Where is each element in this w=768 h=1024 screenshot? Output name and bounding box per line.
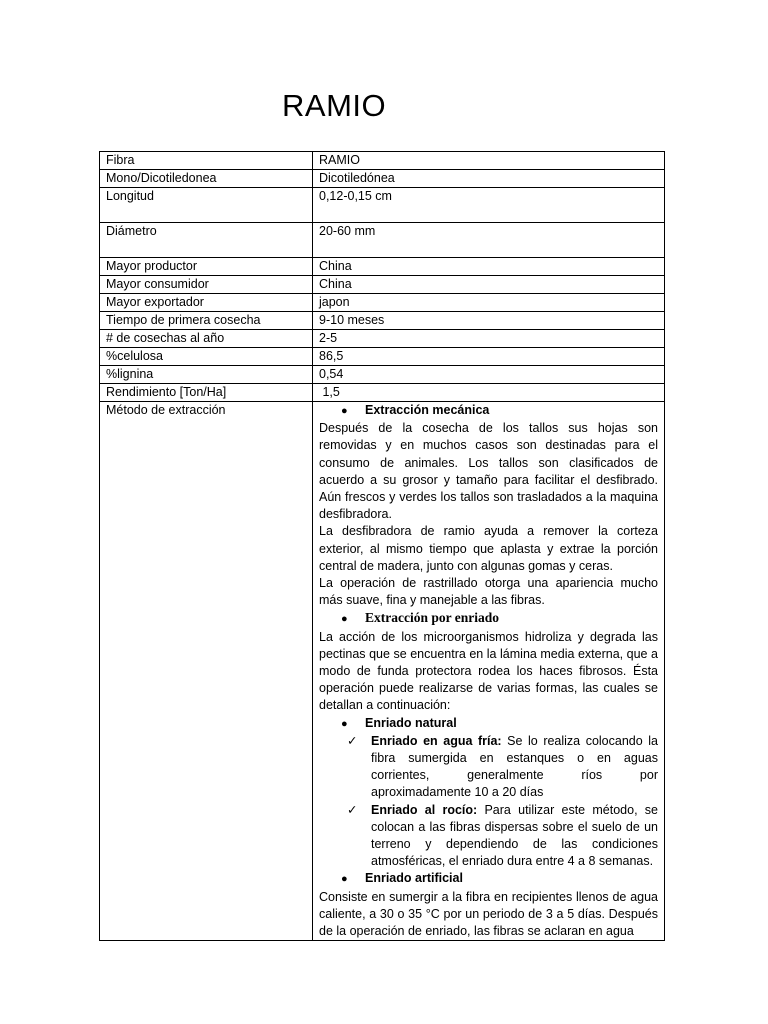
row-label: Fibra (100, 152, 313, 170)
table-row (100, 152, 665, 170)
row-value: 0,12-0,15 cm (313, 188, 665, 223)
row-label: # de cosechas al año (100, 330, 313, 348)
table-row (100, 170, 665, 188)
extraction-method-cell (313, 402, 665, 941)
check-list-item (319, 802, 658, 871)
paragraph: Después de la cosecha de los tallos sus hojas son removidas y en muchos casos son destinadas para el consumo de animales. Los tallos son clasificados de acuerdo a su grosor y tamaño para facilitar el desfibrado. Aún frescos y verdes los tallos son trasladados a la maquina desfibradora. (319, 421, 658, 522)
row-value: 0,54 (313, 366, 665, 384)
bullet-icon: ● (341, 717, 348, 730)
mechanical-heading: Extracción mecánica (365, 403, 490, 417)
table-row (100, 366, 665, 384)
item-label: Enriado al rocío: (371, 802, 478, 817)
table-row (100, 223, 665, 258)
bullet-icon: ● (341, 873, 348, 886)
table-row (100, 384, 665, 402)
bullet-item (319, 609, 658, 628)
bullet-item (319, 402, 658, 420)
row-value: 20-60 mm (313, 223, 665, 258)
paragraph: Consiste en sumergir a la fibra en recipientes llenos de agua caliente, a 30 o 35 °C por un periodo de 3 a 5 días. Después de la operación de enriado, las fibras se aclaran en agua (319, 889, 658, 939)
item-text: Se lo realiza colocando la fibra sumergida en estanques o en aguas corrientes, generalmente ríos por aproximadamente 10 a 20 días (371, 733, 658, 800)
table-row (100, 330, 665, 348)
row-value: Dicotiledónea (313, 170, 665, 188)
row-value: 2-5 (313, 330, 665, 348)
bullet-item (319, 870, 658, 888)
paragraph: La acción de los microorganismos hidroliza y degrada las pectinas que se encuentra en la lámina media externa, que a modo de funda protectora rodea los haces fibrosos. Ésta operación puede realizarse de varias formas, las cuales se detallan a continuación: (319, 629, 658, 713)
retting-heading: Extracción por enriado (365, 610, 499, 626)
table-row (100, 348, 665, 366)
row-value: China (313, 276, 665, 294)
row-label: Método de extracción (100, 402, 313, 941)
table-row (100, 276, 665, 294)
table-row (100, 188, 665, 223)
bullet-icon: ● (341, 405, 348, 417)
natural-heading: Enriado natural (365, 715, 457, 730)
item-label: Enriado en agua fría: (371, 733, 502, 748)
bullet-item (319, 715, 658, 733)
row-label: Longitud (100, 188, 313, 223)
row-value: 86,5 (313, 348, 665, 366)
row-label: Rendimiento [Ton/Ha] (100, 384, 313, 402)
row-value: RAMIO (313, 152, 665, 170)
artificial-heading: Enriado artificial (365, 871, 463, 886)
document-title: RAMIO (282, 88, 387, 123)
table-row (100, 294, 665, 312)
row-value: 9-10 meses (313, 312, 665, 330)
bullet-icon: ● (341, 613, 348, 626)
row-label: Tiempo de primera cosecha (100, 312, 313, 330)
row-label: %celulosa (100, 348, 313, 366)
table-row (100, 258, 665, 276)
table-row (100, 312, 665, 330)
row-value: China (313, 258, 665, 276)
row-label: Mayor exportador (100, 294, 313, 312)
check-list-item (319, 733, 658, 802)
table-row (100, 402, 665, 941)
row-label: Mayor productor (100, 258, 313, 276)
row-value: 1,5 (313, 384, 665, 402)
properties-table (99, 151, 665, 941)
item-text: Para utilizar este método, se colocan a las fibras dispersas sobre el suelo de un terreno y dependiendo de las condiciones atmosféricas, el enriado dura entre 4 a 8 semanas. (371, 802, 658, 869)
row-label: Mono/Dicotiledonea (100, 170, 313, 188)
row-label: Diámetro (100, 223, 313, 258)
paragraph: La desfibradora de ramio ayuda a remover la corteza exterior, al mismo tiempo que aplasta y extrae la porción central de madera, junto con algunas gomas y ceras. (319, 524, 658, 573)
checkmark-icon: ✓ (347, 733, 358, 748)
row-value: japon (313, 294, 665, 312)
checkmark-icon: ✓ (347, 802, 358, 817)
paragraph: La operación de rastrillado otorga una apariencia mucho más suave, fina y manejable a las fibras. (319, 576, 658, 608)
row-label: Mayor consumidor (100, 276, 313, 294)
row-label: %lignina (100, 366, 313, 384)
